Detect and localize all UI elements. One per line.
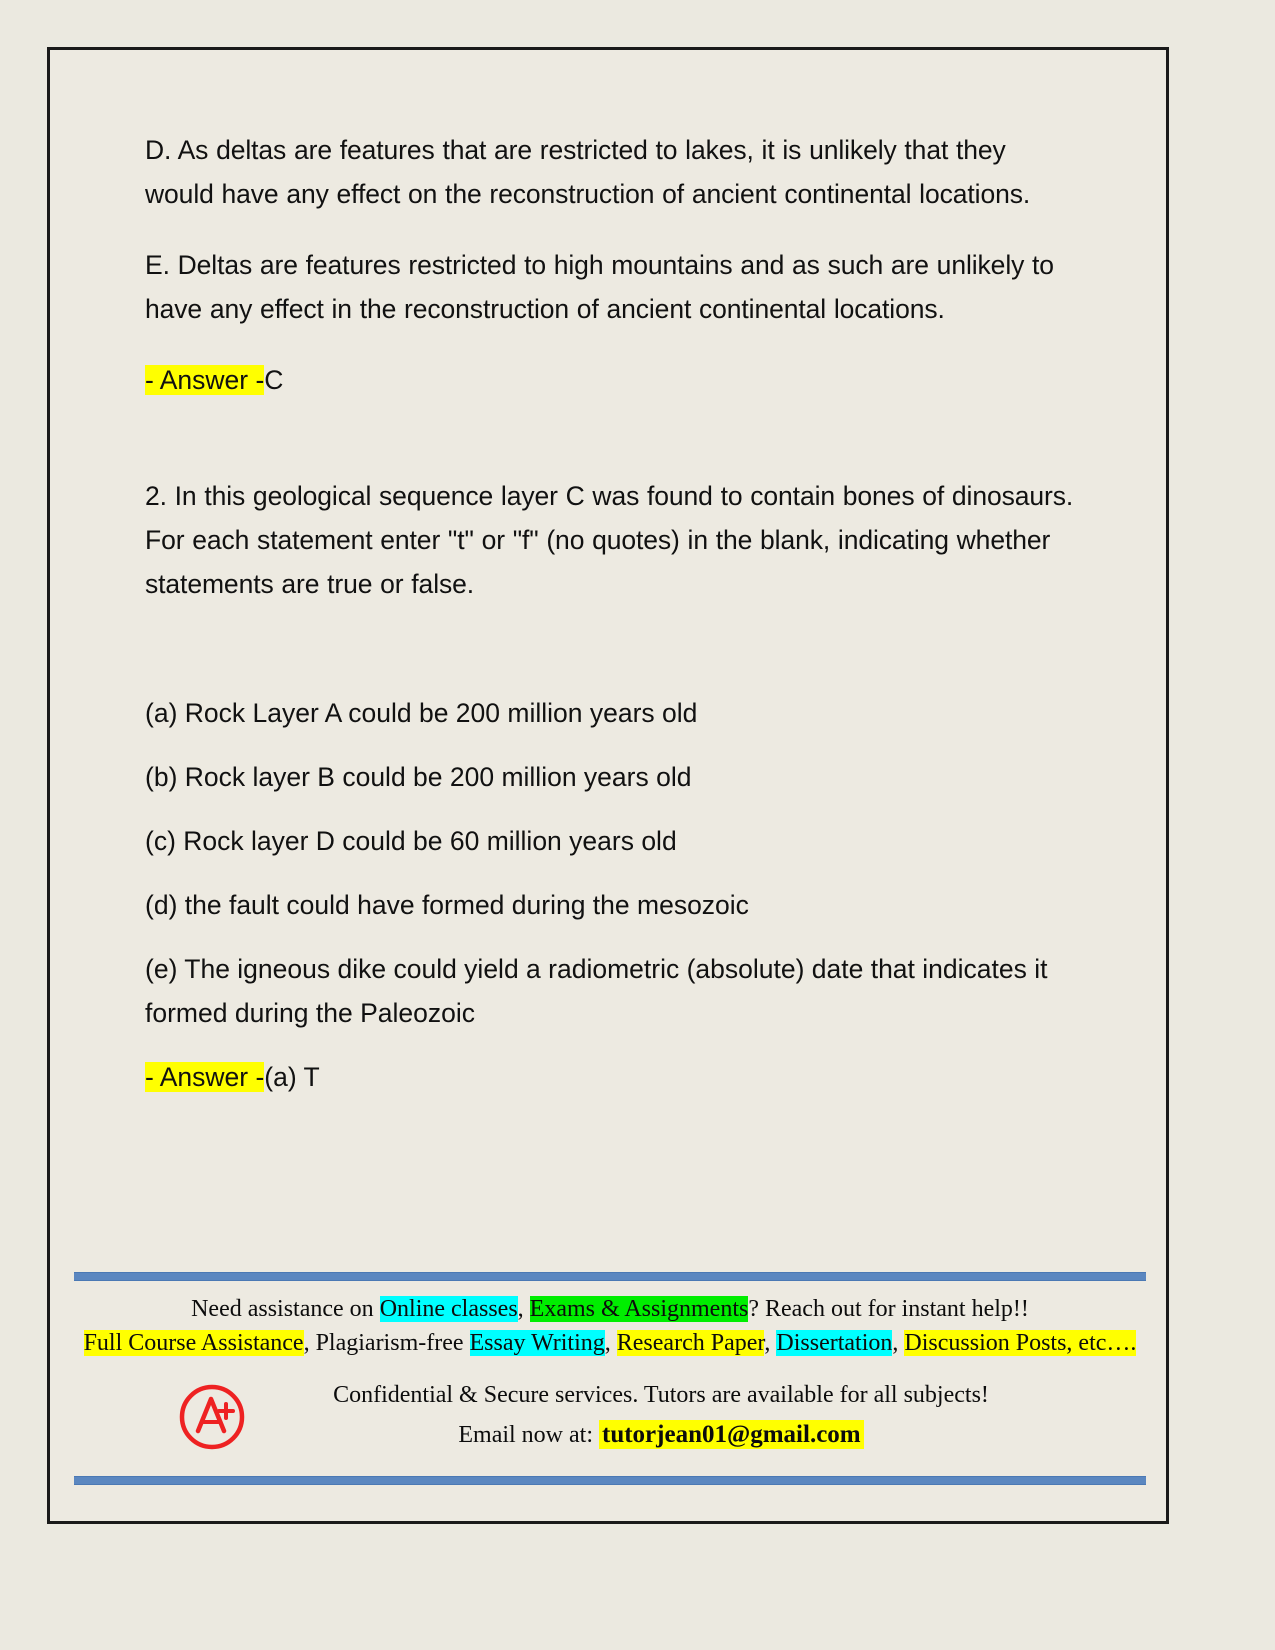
promo-discussion-posts: Discussion Posts, etc…. [904, 1330, 1137, 1356]
footer-divider-bottom [74, 1476, 1146, 1485]
page-frame [47, 47, 1169, 1524]
list-item-a: (a) Rock Layer A could be 200 million years old [145, 698, 698, 728]
a-plus-grade-icon [174, 1378, 250, 1454]
promo-essay-writing: Essay Writing [469, 1330, 605, 1356]
footer-contact-row [74, 1378, 1146, 1454]
answer-value-2: (a) T [264, 1062, 320, 1092]
paragraph-option-e: E. Deltas are features restricted to high mountains and as such are unlikely to have any effect in the reconstruction of ancient continental locations. [145, 250, 1054, 324]
footer-contact-text [272, 1378, 1146, 1454]
promo-sep-1: , [517, 1296, 530, 1322]
list-item-e: (e) The igneous dike could yield a radiometric (absolute) date that indicates it formed during the Paleozoic [145, 954, 1048, 1028]
list-item-d: (d) the fault could have formed during the mesozoic [145, 890, 749, 920]
promo-online-classes: Online classes [379, 1296, 518, 1322]
promo-post-text: ? Reach out for instant help!! [748, 1296, 1029, 1322]
promo-exams-assignments: Exams & Assignments [529, 1296, 749, 1322]
footer-divider-top [74, 1272, 1146, 1281]
spacer-before-question-2 [145, 402, 1080, 474]
list-item-c: (c) Rock layer D could be 60 million years old [145, 826, 677, 856]
spacer-before-statements [145, 633, 1080, 691]
list-item-b: (b) Rock layer B could be 200 million years old [145, 762, 692, 792]
footer-promo-line-1 [74, 1292, 1146, 1326]
footer-email-address[interactable]: tutorjean01@gmail.com [599, 1420, 864, 1449]
promo-full-course-assistance: Full Course Assistance [83, 1330, 304, 1356]
footer-promo-line-2 [74, 1326, 1146, 1360]
answer-value-1: C [264, 365, 284, 395]
promo-dissertation: Dissertation [776, 1330, 893, 1356]
promo-sep-5: , [892, 1330, 905, 1356]
footer-email-row [272, 1416, 1146, 1454]
document-content [145, 128, 1080, 1099]
promo-sep-2: , Plagiarism-free [303, 1330, 470, 1356]
footer-email-label: Email now at: [458, 1422, 599, 1448]
promo-sep-3: , [604, 1330, 617, 1356]
promo-sep-4: , [764, 1330, 777, 1356]
footer-confidential-text: Confidential & Secure services. Tutors are available for all subjects! [333, 1382, 989, 1408]
answer-line-1 [145, 358, 1080, 402]
paragraph-option-d: D. As deltas are features that are restricted to lakes, it is unlikely that they would have any effect on the reconstruction of ancient continental locations. [145, 135, 1031, 209]
answer-label-1: - Answer - [145, 365, 265, 395]
answer-line-2 [145, 1055, 1080, 1099]
promo-research-paper: Research Paper [616, 1330, 765, 1356]
footer [74, 1272, 1146, 1485]
answer-label-2: - Answer - [145, 1062, 265, 1092]
paragraph-question-2: 2. In this geological sequence layer C was found to contain bones of dinosaurs. For each statement enter "t" or "f" (no quotes) in the blank, indicating whether statements are true or false. [145, 481, 1074, 599]
footer-body [74, 1281, 1146, 1460]
promo-pre-text: Need assistance on [191, 1296, 380, 1322]
